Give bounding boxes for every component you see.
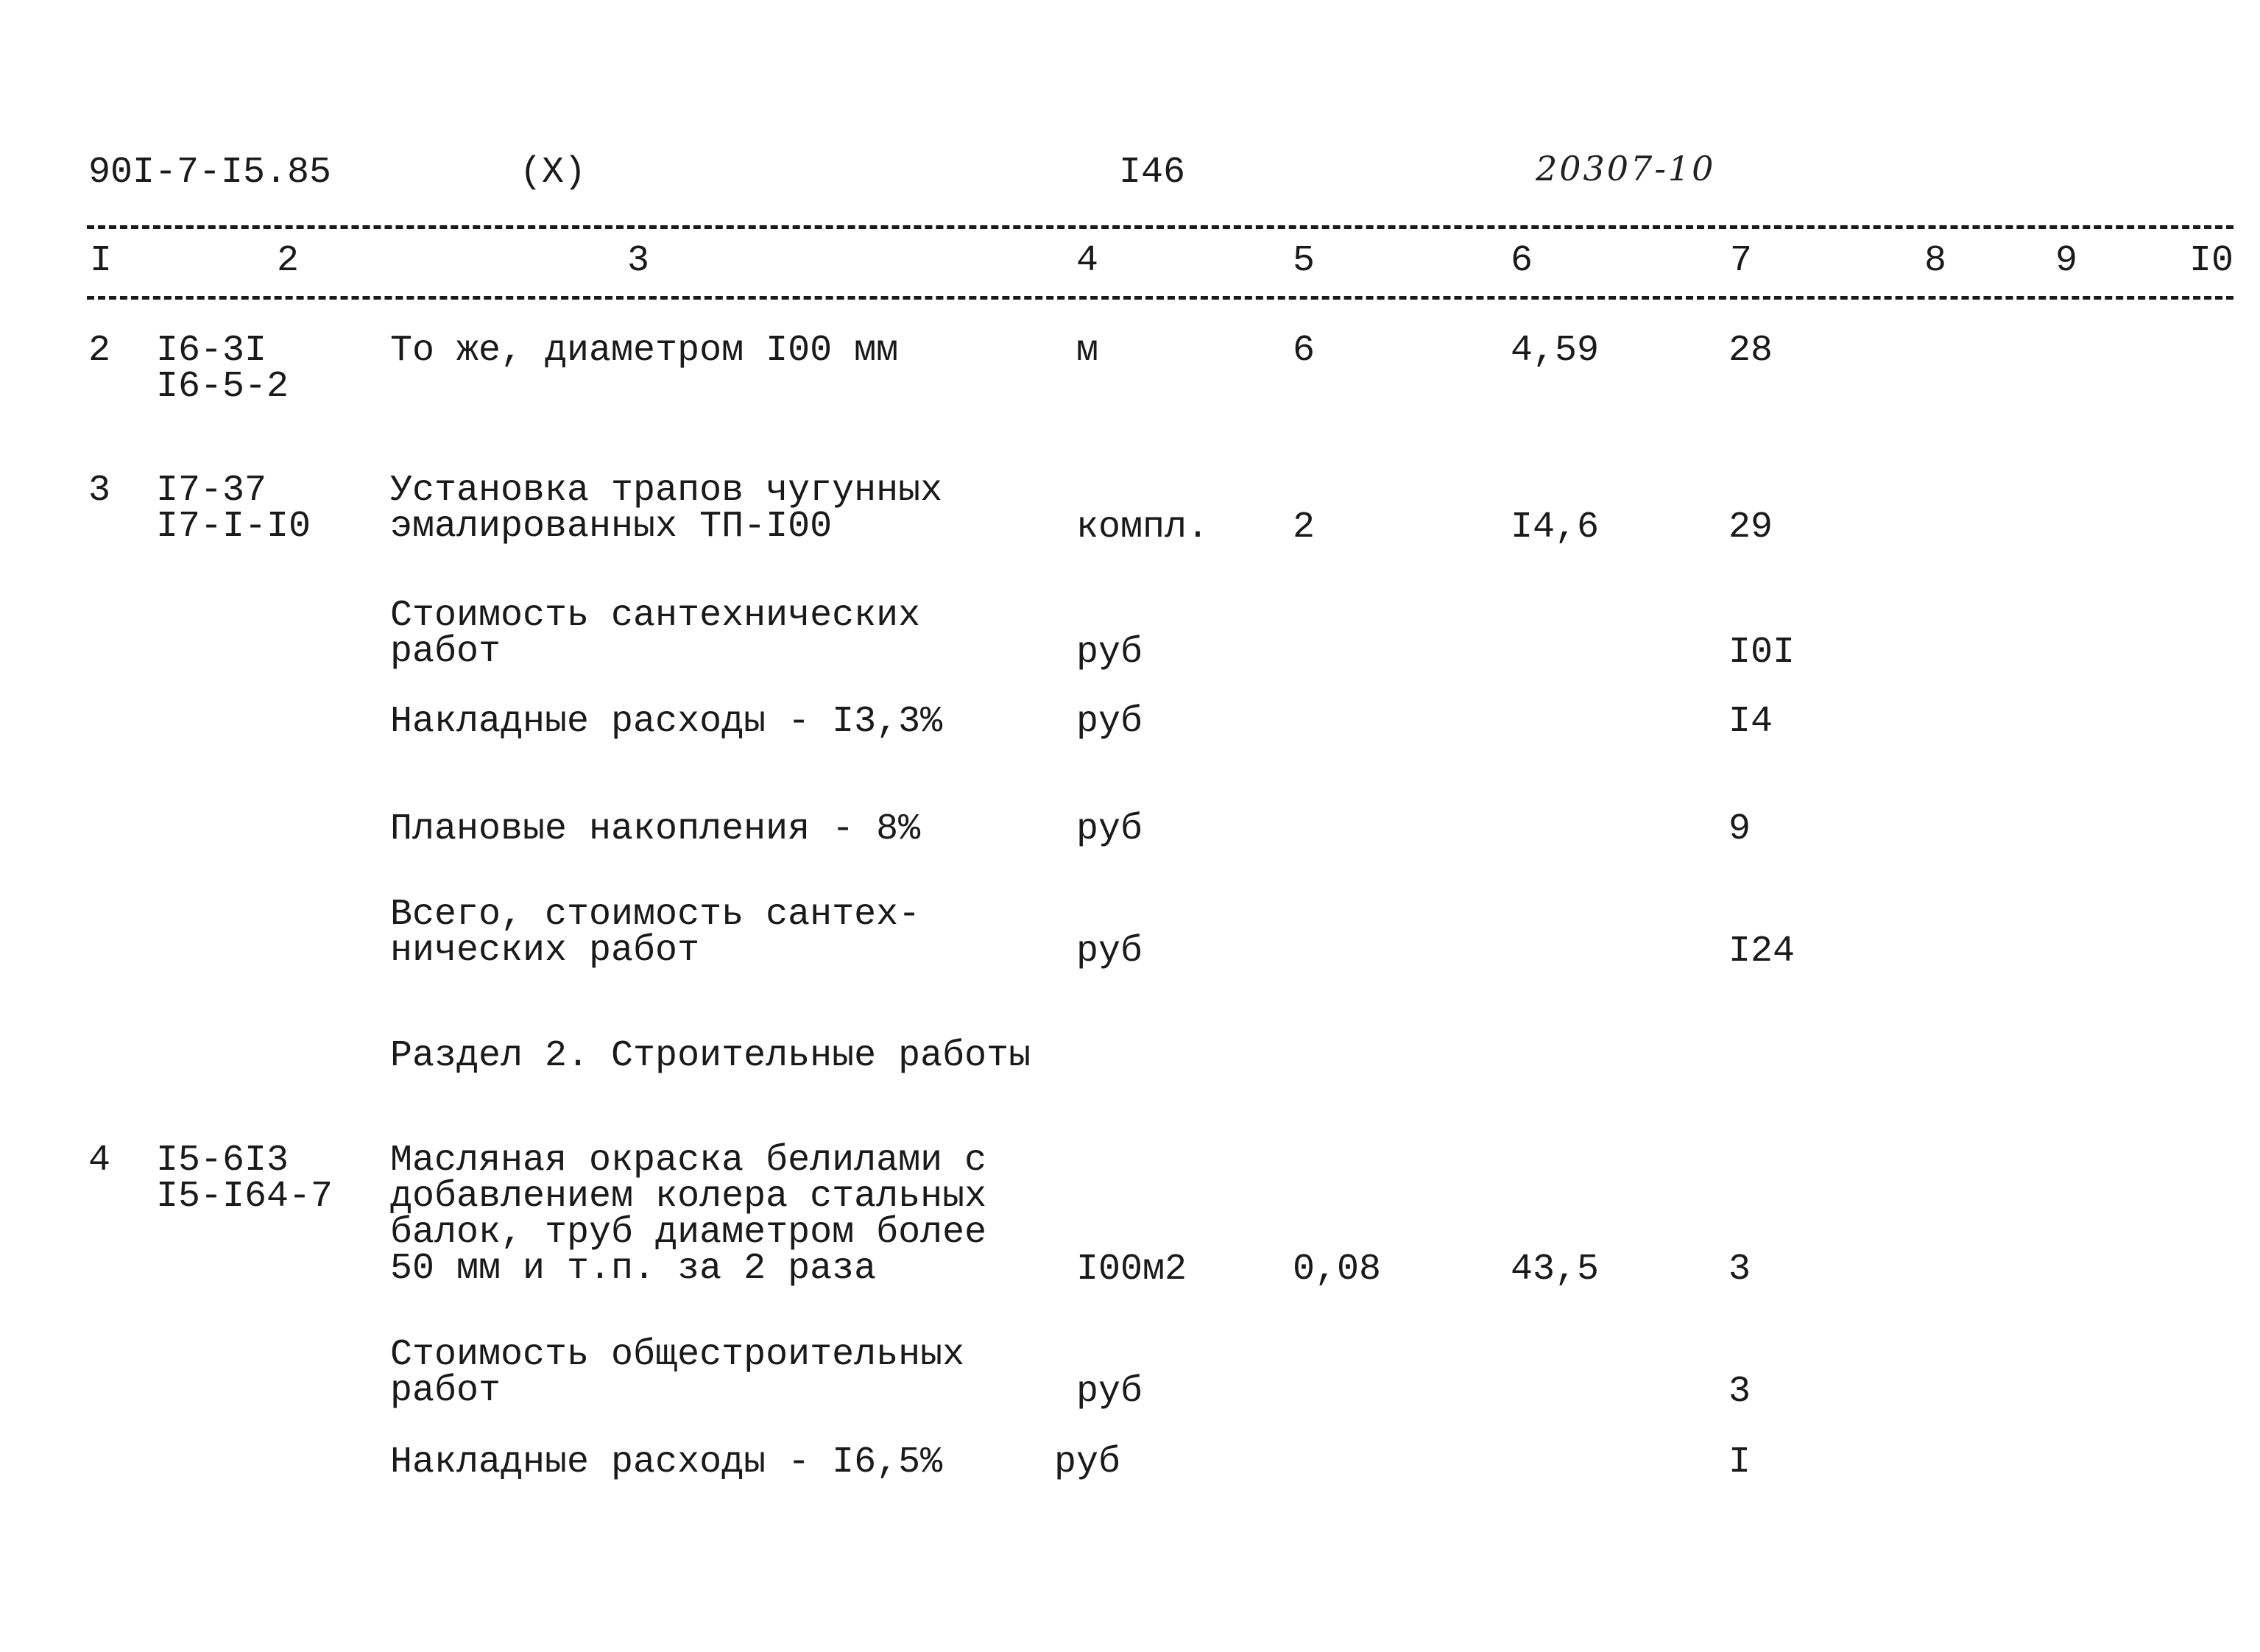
total-cost: I24 — [1728, 931, 1795, 973]
total-cost: I4 — [1728, 701, 1773, 743]
total-cost: 29 — [1728, 506, 1773, 548]
handwritten-reference: 20307-10 — [1536, 149, 1716, 188]
overhead-label: Накладные расходы - I6,5% — [390, 1441, 943, 1483]
total-cost: I — [1728, 1441, 1751, 1483]
unit: руб — [1076, 632, 1143, 674]
norm-code: I5-6I3 — [156, 1140, 289, 1182]
total-cost: 28 — [1728, 330, 1773, 372]
column-number-4: 4 — [1076, 240, 1099, 282]
section-heading: Раздел 2. Строительные работы — [390, 1035, 1031, 1077]
subtotal-label: Стоимость сантехнических работ — [390, 595, 921, 673]
unit: руб — [1076, 701, 1143, 743]
subtotal-label: Стоимость общестроительных работ — [390, 1334, 965, 1412]
row-number: 2 — [88, 330, 111, 372]
unit: руб — [1076, 931, 1143, 973]
quantity: 2 — [1293, 506, 1316, 548]
unit-price: I4,6 — [1511, 506, 1600, 548]
column-number-6: 6 — [1511, 240, 1533, 282]
norm-code: I7-37 — [156, 470, 267, 512]
norm-codes — [156, 1140, 333, 1218]
norm-codes — [156, 330, 289, 408]
unit: компл. — [1076, 506, 1210, 548]
row-number: 3 — [88, 470, 111, 512]
norm-code: I6-3I — [156, 330, 267, 372]
column-number-3: 3 — [627, 240, 650, 282]
planned-savings-label: Плановые накопления - 8% — [390, 808, 921, 850]
row-number: 4 — [88, 1140, 111, 1182]
column-number-9: 9 — [2055, 240, 2078, 282]
total-cost: 3 — [1728, 1249, 1751, 1291]
unit: руб — [1076, 1371, 1143, 1413]
quantity: 0,08 — [1293, 1249, 1382, 1291]
unit-price: 43,5 — [1511, 1249, 1600, 1291]
bottom-dashed-rule — [87, 296, 2233, 300]
quantity: 6 — [1293, 330, 1316, 372]
top-dashed-rule — [87, 225, 2233, 229]
norm-code: I6-5-2 — [156, 366, 289, 408]
work-description: То же, диаметром I00 мм — [390, 330, 899, 372]
document-code: 90I-7-I5.85 — [88, 152, 332, 194]
unit-price: 4,59 — [1511, 330, 1600, 372]
work-description: Установка трапов чугунных эмалированных ТП-I00 — [390, 470, 943, 548]
unit: руб — [1076, 808, 1143, 850]
document-marker: (X) — [520, 152, 587, 194]
norm-code: I7-I-I0 — [156, 506, 311, 548]
norm-code: I5-I64-7 — [156, 1176, 333, 1218]
column-number-8: 8 — [1924, 240, 1947, 282]
unit: руб — [1054, 1441, 1121, 1483]
total-cost: 3 — [1728, 1371, 1751, 1413]
overhead-label: Накладные расходы - I3,3% — [390, 701, 943, 743]
column-number-2: 2 — [277, 240, 300, 282]
total-label: Всего, стоимость сантех- нических работ — [390, 894, 921, 972]
column-number-7: 7 — [1730, 240, 1753, 282]
column-number-10: I0 — [2189, 240, 2234, 282]
unit: м — [1076, 330, 1099, 372]
column-number-1: I — [90, 240, 113, 282]
norm-codes — [156, 470, 311, 548]
total-cost: 9 — [1728, 808, 1751, 850]
work-description: Масляная окраска белилами с добавлением колера стальных балок, труб диаметром более 50 мм и т.п. за 2 раза — [390, 1140, 987, 1290]
unit: I00м2 — [1076, 1249, 1187, 1291]
total-cost: I0I — [1728, 632, 1795, 674]
column-number-5: 5 — [1293, 240, 1316, 282]
page-number: I46 — [1119, 152, 1186, 194]
